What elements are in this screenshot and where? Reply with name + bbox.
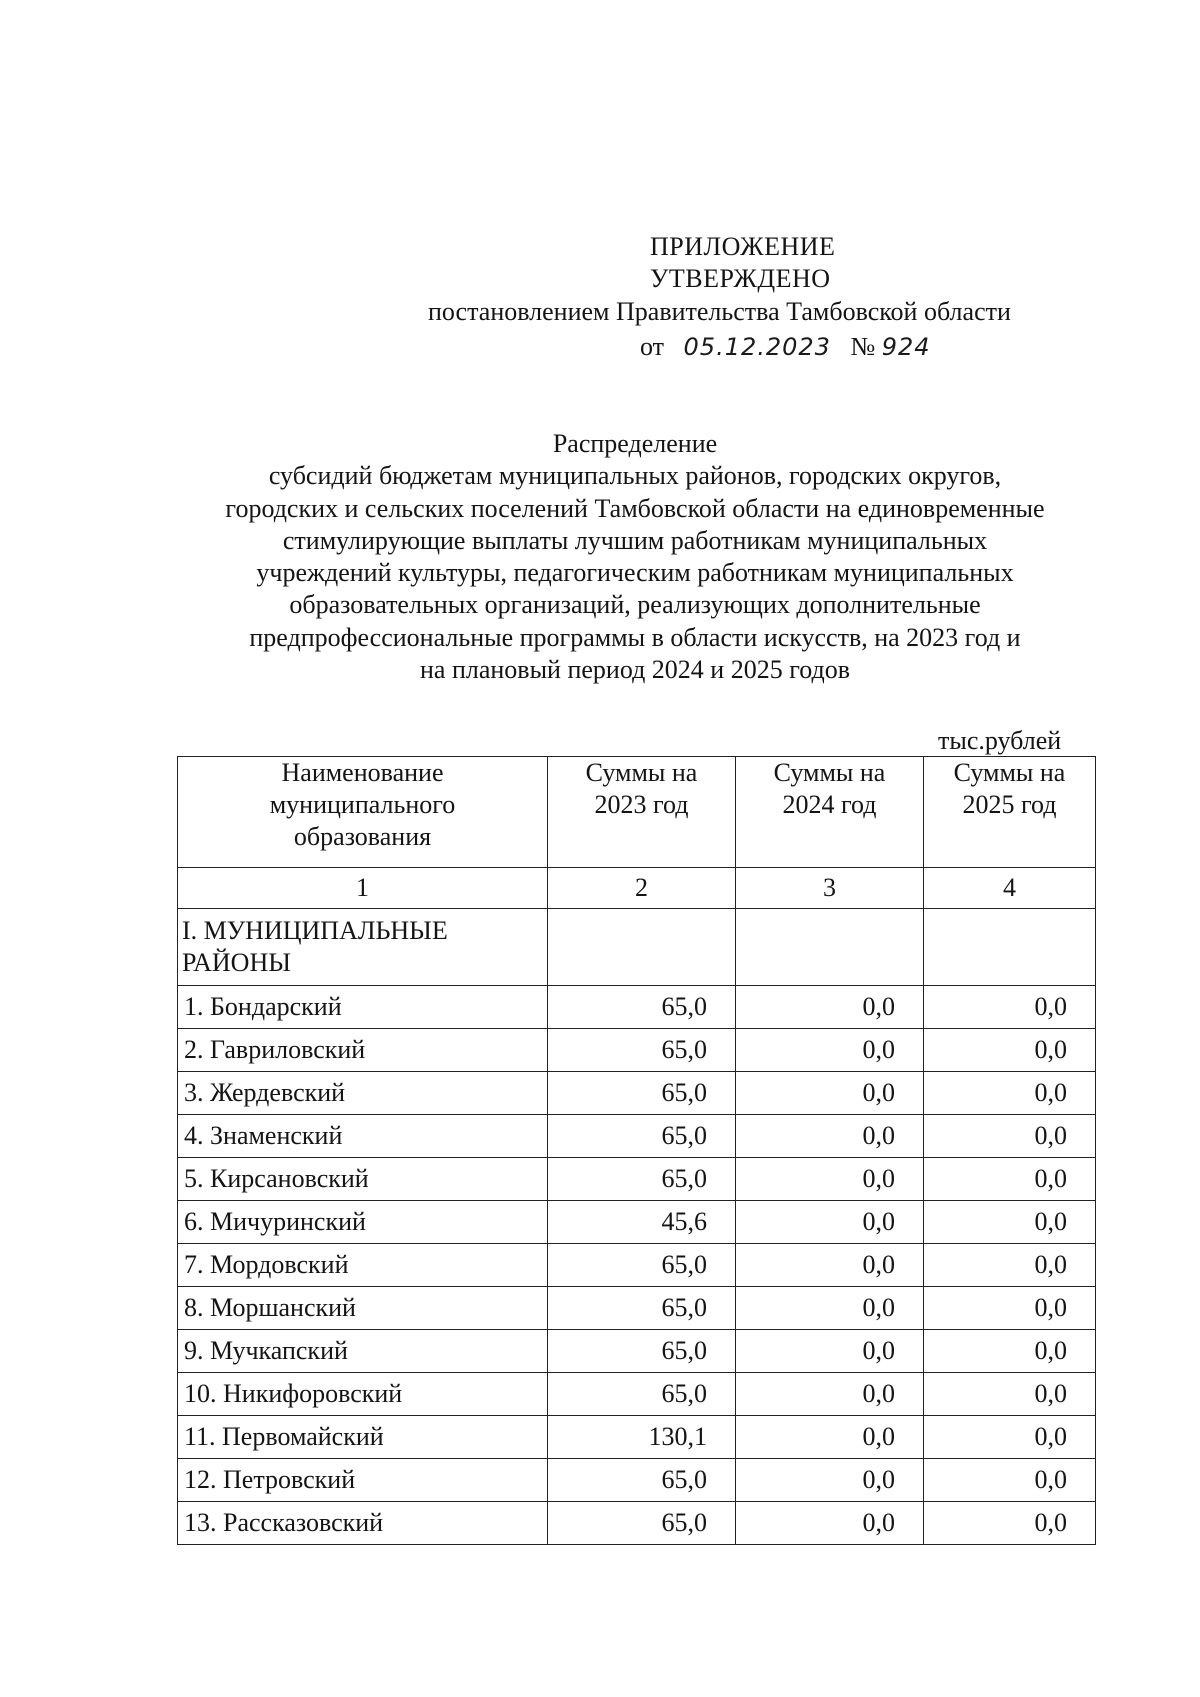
header-text: Наименование (281, 758, 444, 787)
resolution-date-line (640, 332, 931, 362)
header-text: 2023 год (594, 790, 689, 819)
column-number: 3 (736, 868, 924, 909)
section-title-line: РАЙОНЫ (182, 948, 291, 977)
number-prefix: № (850, 332, 876, 361)
amount-2023: 65,0 (548, 1459, 736, 1502)
amount-2024: 0,0 (736, 1244, 924, 1287)
municipality-name: 12. Петровский (178, 1459, 548, 1502)
header-2024 (736, 757, 924, 868)
table-row (178, 1502, 1096, 1545)
amount-2023: 65,0 (548, 986, 736, 1029)
amount-2025: 0,0 (924, 1416, 1096, 1459)
table-row (178, 1330, 1096, 1373)
header-text: образования (293, 822, 432, 851)
amount-2023: 65,0 (548, 1029, 736, 1072)
amount-2025: 0,0 (924, 1330, 1096, 1373)
amount-2024: 0,0 (736, 1416, 924, 1459)
table-row (178, 1029, 1096, 1072)
amount-2024: 0,0 (736, 1287, 924, 1330)
amount-2023: 65,0 (548, 1373, 736, 1416)
amount-2025: 0,0 (924, 986, 1096, 1029)
amount-2025: 0,0 (924, 1201, 1096, 1244)
amount-2025: 0,0 (924, 1287, 1096, 1330)
table-row (178, 1416, 1096, 1459)
column-number: 2 (548, 868, 736, 909)
header-text: 2025 год (962, 790, 1057, 819)
empty-cell (548, 909, 736, 986)
amount-2023: 130,1 (548, 1416, 736, 1459)
amount-2025: 0,0 (924, 1072, 1096, 1115)
amount-2025: 0,0 (924, 1115, 1096, 1158)
header-2025 (924, 757, 1096, 868)
amount-2024: 0,0 (736, 1072, 924, 1115)
approved-label: УТВЕРЖДЕНО (650, 264, 831, 293)
header-text: Суммы на (773, 758, 886, 787)
amount-2023: 65,0 (548, 1158, 736, 1201)
title-line: предпрофессиональные программы в области искусств, на 2023 год и (249, 622, 1021, 652)
amount-2024: 0,0 (736, 986, 924, 1029)
table-row (178, 1115, 1096, 1158)
table-row (178, 1287, 1096, 1330)
table-row (178, 1158, 1096, 1201)
header-2023 (548, 757, 736, 868)
municipality-name: 1. Бондарский (178, 986, 548, 1029)
header-text: 2024 год (782, 790, 877, 819)
section-row (178, 909, 1096, 986)
municipality-name: 7. Мордовский (178, 1244, 548, 1287)
empty-cell (924, 909, 1096, 986)
municipality-name: 5. Кирсановский (178, 1158, 548, 1201)
municipality-name: 6. Мичуринский (178, 1201, 548, 1244)
resolution-label: постановлением Правительства Тамбовской области (428, 297, 1011, 326)
amount-2024: 0,0 (736, 1029, 924, 1072)
amount-2024: 0,0 (736, 1459, 924, 1502)
amount-2025: 0,0 (924, 1029, 1096, 1072)
amount-2025: 0,0 (924, 1373, 1096, 1416)
amount-2025: 0,0 (924, 1158, 1096, 1201)
amount-2023: 65,0 (548, 1115, 736, 1158)
header-text: Суммы на (953, 758, 1066, 787)
title-line: образовательных организаций, реализующих дополнительные (289, 590, 981, 620)
title-line: Распределение (552, 429, 718, 458)
column-number: 4 (924, 868, 1096, 909)
table-row (178, 1373, 1096, 1416)
amount-2023: 65,0 (548, 1330, 736, 1373)
table-header-row (178, 757, 1096, 868)
title-line: субсидий бюджетам муниципальных районов, городских округов, (268, 461, 1002, 491)
municipality-name: 9. Мучкапский (178, 1330, 548, 1373)
title-line: на плановый период 2024 и 2025 годов (420, 655, 850, 685)
amount-2024: 0,0 (736, 1330, 924, 1373)
amount-2023: 45,6 (548, 1201, 736, 1244)
table-row (178, 1244, 1096, 1287)
table-row (178, 1072, 1096, 1115)
column-number-row (178, 868, 1096, 909)
document-title (0, 428, 1200, 686)
header-text: Суммы на (585, 758, 698, 787)
date-prefix: от (640, 332, 665, 361)
column-number: 1 (178, 868, 548, 909)
header-text: муниципального (269, 790, 456, 819)
table-row (178, 1201, 1096, 1244)
title-line: стимулирующие выплаты лучшим работникам муниципальных (282, 525, 988, 555)
amount-2024: 0,0 (736, 1201, 924, 1244)
amount-2025: 0,0 (924, 1244, 1096, 1287)
amount-2023: 65,0 (548, 1287, 736, 1330)
municipality-name: 11. Первомайский (178, 1416, 548, 1459)
amount-2025: 0,0 (924, 1459, 1096, 1502)
empty-cell (736, 909, 924, 986)
units-label: тыс.рублей (938, 726, 1062, 755)
title-line: учреждений культуры, педагогическим работникам муниципальных (256, 558, 1014, 588)
amount-2024: 0,0 (736, 1373, 924, 1416)
table-row (178, 986, 1096, 1029)
header-municipality (178, 757, 548, 868)
section-title (178, 909, 548, 986)
resolution-date: 05.12.2023 (683, 333, 831, 361)
section-title-line: I. МУНИЦИПАЛЬНЫЕ (182, 916, 448, 945)
amount-2025: 0,0 (924, 1502, 1096, 1545)
municipality-name: 4. Знаменский (178, 1115, 548, 1158)
appendix-label: ПРИЛОЖЕНИЕ (650, 232, 836, 261)
title-line: городских и сельских поселений Тамбовской области на единовременные (225, 493, 1045, 523)
amount-2023: 65,0 (548, 1244, 736, 1287)
amount-2024: 0,0 (736, 1158, 924, 1201)
municipality-name: 2. Гавриловский (178, 1029, 548, 1072)
municipality-name: 8. Моршанский (178, 1287, 548, 1330)
amount-2024: 0,0 (736, 1115, 924, 1158)
municipality-name: 3. Жердевский (178, 1072, 548, 1115)
amount-2023: 65,0 (548, 1502, 736, 1545)
amount-2024: 0,0 (736, 1502, 924, 1545)
subsidy-table (177, 756, 1096, 1545)
table-row (178, 1459, 1096, 1502)
municipality-name: 13. Рассказовский (178, 1502, 548, 1545)
amount-2023: 65,0 (548, 1072, 736, 1115)
municipality-name: 10. Никифоровский (178, 1373, 548, 1416)
resolution-number: 924 (881, 333, 931, 361)
